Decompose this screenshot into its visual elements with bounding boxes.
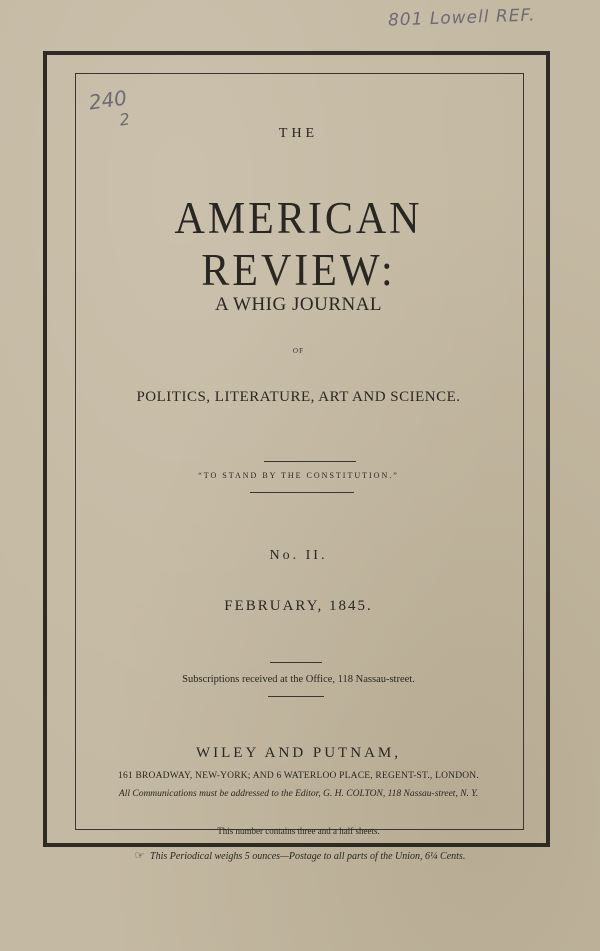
journal-topics: POLITICS, LITERATURE, ART AND SCIENCE. <box>136 389 461 405</box>
motto-rule-bottom <box>250 492 354 493</box>
publisher-address: 161 BROADWAY, NEW-YORK; AND 6 WATERLOO PLACE, REGENT-ST., LONDON. <box>118 771 479 781</box>
shelf-mark-number: 240 <box>87 85 129 115</box>
editor-contact: All Communications must be addressed to the Editor, G. H. COLTON, 118 Nassau-street, N. Y. <box>118 789 479 799</box>
subscriptions-rule-top <box>270 662 322 663</box>
journal-subtitle: A WHIG JOURNAL <box>214 294 383 315</box>
issue-date: FEBRUARY, 1845. <box>224 598 373 614</box>
motto-rule-top <box>264 461 356 462</box>
shelf-mark-sub: 2 <box>118 109 131 130</box>
of-connector: OF <box>293 347 304 355</box>
title-article: THE <box>278 126 319 141</box>
postage-text: This Periodical weighs 5 ounces—Postage to all parts of the Union, 6¼ Cents. <box>150 851 466 862</box>
publisher-name: WILEY AND PUTNAM, <box>195 745 401 761</box>
inner-border <box>75 73 524 830</box>
sheet-count-note: This number contains three and a half sheets. <box>217 826 380 836</box>
subscriptions-note: Subscriptions received at the Office, 118 Nassau-street. <box>182 674 415 685</box>
manicule-icon: ☞ <box>134 850 145 862</box>
journal-motto: “TO STAND BY THE CONSTITUTION.” <box>198 471 399 480</box>
journal-title: AMERICAN REVIEW: <box>174 194 423 296</box>
handwritten-catalog-note: 801 Lowell REF. <box>387 5 536 31</box>
issue-number: No. II. <box>269 548 328 563</box>
postage-note <box>0 849 600 862</box>
subscriptions-rule-bottom <box>268 696 324 697</box>
